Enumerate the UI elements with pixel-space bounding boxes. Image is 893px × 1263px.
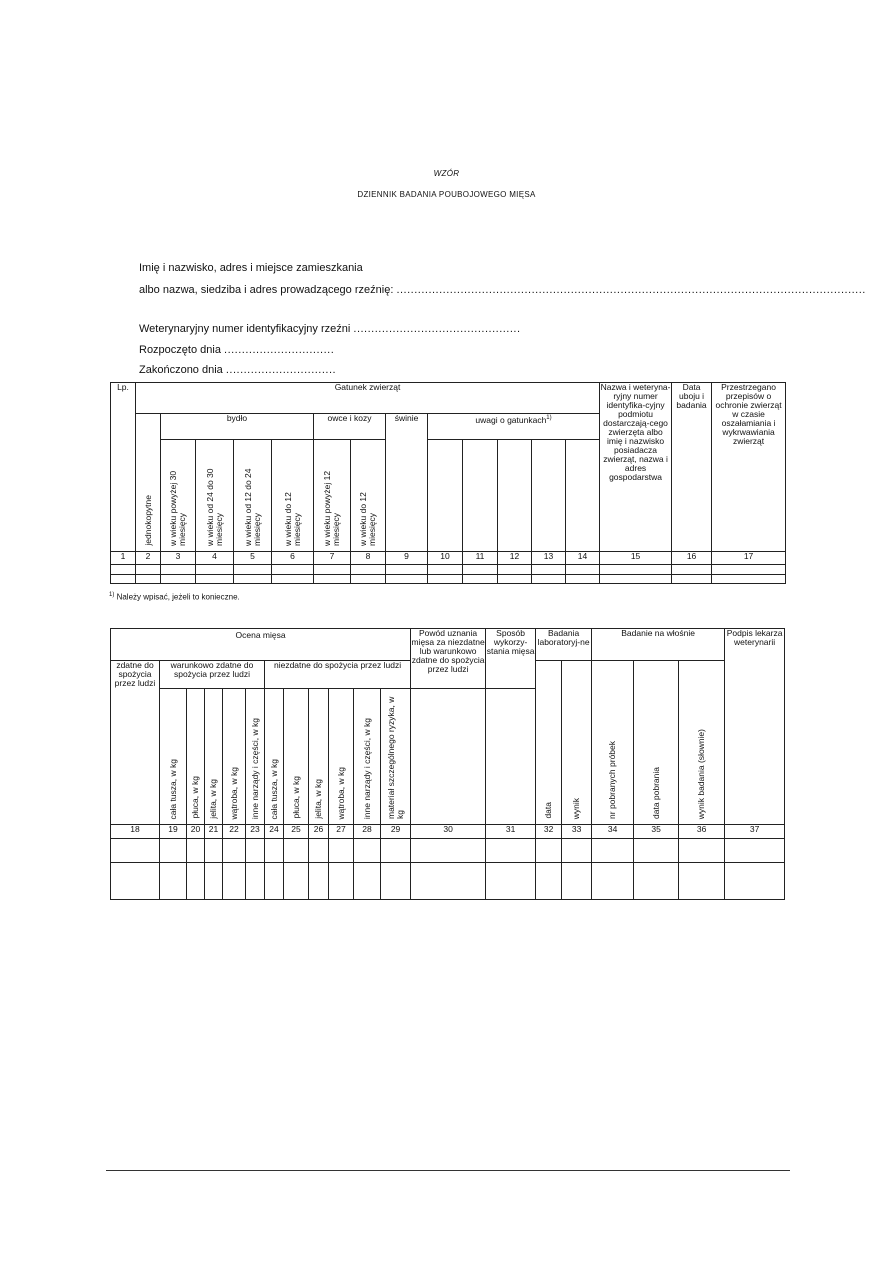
usage-header: Sposób wykorzy-stania mięsa xyxy=(486,629,536,689)
entry-cell[interactable] xyxy=(309,863,329,900)
column-number-row xyxy=(111,552,786,565)
table-row xyxy=(111,839,785,863)
lab-result-header xyxy=(562,661,592,825)
col-number: 17 xyxy=(712,552,786,565)
cattle-24-30-header xyxy=(196,440,234,552)
cattle-24-30-label: w wieku od 24 do 30 miesięcy xyxy=(204,468,224,546)
col-number: 25 xyxy=(284,825,309,839)
unfit-lungs-label: płuca, w kg xyxy=(290,776,301,819)
entry-cell[interactable] xyxy=(246,839,265,863)
col-number: 30 xyxy=(411,825,486,839)
cond-carcass-label: cała tusza, w kg xyxy=(167,758,178,819)
remarks-col-1[interactable] xyxy=(428,440,463,552)
unfit-carcass-header xyxy=(265,689,284,825)
started-dots: ............................... xyxy=(224,344,335,356)
owner-dots: .................................................................................................................................... xyxy=(396,284,866,296)
entry-cell[interactable] xyxy=(234,575,272,584)
cond-liver-label: wątroba, w kg xyxy=(228,766,239,819)
species-remarks-label: uwagi o gatunkach xyxy=(475,414,547,425)
unfit-header: niezdatne do spożycia przez ludzi xyxy=(265,661,411,689)
cond-lungs-header xyxy=(187,689,205,825)
page-bottom-rule xyxy=(106,1170,790,1171)
cattle-under-12-label: w wieku do 12 miesięcy xyxy=(282,492,302,546)
table-row xyxy=(111,565,786,575)
entry-cell[interactable] xyxy=(196,575,234,584)
sheep-under-12-header xyxy=(351,440,386,552)
col-number: 9 xyxy=(386,552,428,565)
document-title: DZIENNIK BADANIA POUBOJOWEGO MIĘSA xyxy=(357,190,536,199)
entry-cell[interactable] xyxy=(566,575,600,584)
entry-cell[interactable] xyxy=(486,839,536,863)
entry-cell[interactable] xyxy=(246,863,265,900)
ended-field[interactable] xyxy=(139,364,336,376)
unfit-other-label: inne narządy i części, w kg xyxy=(361,717,372,819)
cond-other-header xyxy=(246,689,265,825)
entry-cell[interactable] xyxy=(161,565,196,575)
template-label: WZÓR xyxy=(433,169,460,178)
started-field[interactable] xyxy=(139,344,334,356)
conditional-header: warunkowo zdatne do spożycia przez ludzi xyxy=(160,661,265,689)
entry-cell[interactable] xyxy=(205,863,223,900)
cattle-over-30-label: w wieku powyżej 30 miesięcy xyxy=(168,470,187,546)
sheep-goats-header: owce i kozy xyxy=(314,414,386,440)
entry-cell[interactable] xyxy=(234,565,272,575)
col-number: 8 xyxy=(351,552,386,565)
entry-cell[interactable] xyxy=(284,839,309,863)
entry-cell[interactable] xyxy=(562,863,592,900)
unfit-liver-header xyxy=(329,689,354,825)
entry-cell[interactable] xyxy=(223,839,246,863)
cond-other-label: inne narządy i części, w kg xyxy=(249,717,260,819)
entry-cell[interactable] xyxy=(428,565,463,575)
col-number: 11 xyxy=(463,552,498,565)
sampling-date-header xyxy=(634,661,679,825)
table-row xyxy=(111,863,785,900)
cattle-header: bydło xyxy=(161,414,314,440)
sheep-over-12-header xyxy=(314,440,351,552)
entry-cell[interactable] xyxy=(411,863,486,900)
entry-cell[interactable] xyxy=(463,565,498,575)
cattle-under-12-header xyxy=(272,440,314,552)
species-header: Gatunek zwierząt xyxy=(136,383,600,414)
col-number: 23 xyxy=(246,825,265,839)
col-number: 27 xyxy=(329,825,354,839)
meat-assessment-table xyxy=(110,628,785,900)
entry-cell[interactable] xyxy=(161,575,196,584)
col-number: 14 xyxy=(566,552,600,565)
entry-cell[interactable] xyxy=(498,575,532,584)
col-number: 6 xyxy=(272,552,314,565)
entry-cell[interactable] xyxy=(272,575,314,584)
footnote-text: Należy wpisać, jeżeli to konieczne. xyxy=(116,592,240,602)
table-row xyxy=(111,575,786,584)
col-number: 20 xyxy=(187,825,205,839)
col-number: 19 xyxy=(160,825,187,839)
trichinella-result-label: wynik badania (słownie) xyxy=(696,728,707,819)
lab-result-label: wynik xyxy=(571,797,582,819)
remarks-col-2[interactable] xyxy=(463,440,498,552)
col-number: 24 xyxy=(265,825,284,839)
entry-cell[interactable] xyxy=(196,565,234,575)
col-number: 29 xyxy=(381,825,411,839)
entry-cell[interactable] xyxy=(536,839,562,863)
cond-intestines-label: jelita, w kg xyxy=(208,779,218,819)
entry-cell[interactable] xyxy=(329,863,354,900)
lab-date-header xyxy=(536,661,562,825)
entry-cell[interactable] xyxy=(386,565,428,575)
species-remarks-header xyxy=(428,414,600,440)
samples-label: nr pobranych próbek xyxy=(607,741,618,819)
remarks-col-3[interactable] xyxy=(498,440,532,552)
entry-cell[interactable] xyxy=(566,565,600,575)
entry-cell[interactable] xyxy=(265,839,284,863)
unfit-liver-label: wątroba, w kg xyxy=(335,766,346,819)
vet-number-dots: ............................................... xyxy=(353,323,521,335)
entry-cell[interactable] xyxy=(600,565,672,575)
entry-cell[interactable] xyxy=(381,863,411,900)
entry-cell[interactable] xyxy=(160,863,187,900)
entry-cell[interactable] xyxy=(672,565,712,575)
entry-cell[interactable] xyxy=(136,575,161,584)
col-number: 13 xyxy=(532,552,566,565)
sheep-under-12-label: w wieku do 12 miesięcy xyxy=(358,492,377,546)
entry-cell[interactable] xyxy=(411,839,486,863)
entry-cell[interactable] xyxy=(634,863,679,900)
entry-cell[interactable] xyxy=(532,575,566,584)
species-remarks-sup: 1) xyxy=(546,415,552,421)
reason-spacer xyxy=(411,689,486,825)
entry-cell[interactable] xyxy=(381,839,411,863)
col-number: 28 xyxy=(354,825,381,839)
entry-cell[interactable] xyxy=(712,575,786,584)
entry-cell[interactable] xyxy=(111,575,136,584)
owner-label-line1: Imię i nazwisko, adres i miejsce zamieszkania xyxy=(139,262,363,274)
entry-cell[interactable] xyxy=(428,575,463,584)
entry-cell[interactable] xyxy=(351,575,386,584)
cattle-12-24-header xyxy=(234,440,272,552)
cond-intestines-header xyxy=(205,689,223,825)
col-number: 32 xyxy=(536,825,562,839)
entry-cell[interactable] xyxy=(536,863,562,900)
col-number: 7 xyxy=(314,552,351,565)
col-number: 31 xyxy=(486,825,536,839)
col-number: 21 xyxy=(205,825,223,839)
ended-dots: ............................... xyxy=(225,364,337,376)
entry-cell[interactable] xyxy=(351,565,386,575)
col-number: 4 xyxy=(196,552,234,565)
cond-lungs-label: płuca, w kg xyxy=(190,776,200,819)
col-number: 18 xyxy=(111,825,160,839)
entry-cell[interactable] xyxy=(160,839,187,863)
entry-cell[interactable] xyxy=(309,839,329,863)
reason-header: Powód uznania mięsa za niezdatne lub warunkowo zdatne do spożycia przez ludzi xyxy=(411,629,486,689)
owner-label-line2: albo nazwa, siedziba i adres prowadzącego rzeźnię: xyxy=(139,284,394,296)
col-number: 10 xyxy=(428,552,463,565)
entry-cell[interactable] xyxy=(272,565,314,575)
entry-cell[interactable] xyxy=(562,839,592,863)
unfit-srm-label: materiał szczególnego ryzyka, w kg xyxy=(385,696,405,819)
vet-number-field[interactable] xyxy=(139,323,521,335)
col-number: 37 xyxy=(725,825,785,839)
entry-cell[interactable] xyxy=(354,839,381,863)
entry-cell[interactable] xyxy=(205,839,223,863)
entry-cell[interactable] xyxy=(187,839,205,863)
footnote xyxy=(109,592,240,602)
col-number: 33 xyxy=(562,825,592,839)
unfit-srm-header xyxy=(381,689,411,825)
entry-cell[interactable] xyxy=(725,863,785,900)
entry-cell[interactable] xyxy=(498,565,532,575)
entry-cell[interactable] xyxy=(187,863,205,900)
lp-header: Lp. xyxy=(111,383,136,552)
unfit-intestines-label: jelita, w kg xyxy=(313,779,323,819)
meat-assessment-header: Ocena mięsa xyxy=(111,629,411,661)
sampling-date-label: data pobrania xyxy=(650,767,661,819)
entry-cell[interactable] xyxy=(314,565,351,575)
cattle-12-24-label: w wieku od 12 do 24 miesięcy xyxy=(242,468,262,546)
entry-cell[interactable] xyxy=(712,565,786,575)
col-number: 12 xyxy=(498,552,532,565)
cond-carcass-header xyxy=(160,689,187,825)
col-number: 3 xyxy=(161,552,196,565)
unfit-carcass-label: cała tusza, w kg xyxy=(268,758,279,819)
col-number: 2 xyxy=(136,552,161,565)
entry-cell[interactable] xyxy=(354,863,381,900)
entry-cell[interactable] xyxy=(634,839,679,863)
pigs-header: świnie xyxy=(386,414,428,552)
col-number: 5 xyxy=(234,552,272,565)
signature-header: Podpis lekarza weterynarii xyxy=(725,629,785,825)
lab-tests-header: Badania laboratoryj-ne xyxy=(536,629,592,661)
unfit-lungs-header xyxy=(284,689,309,825)
col-number: 16 xyxy=(672,552,712,565)
slaughter-date-header: Data uboju i badania xyxy=(672,383,712,552)
col-number: 22 xyxy=(223,825,246,839)
trichinella-header: Badanie na włośnie xyxy=(592,629,725,661)
entry-cell[interactable] xyxy=(600,575,672,584)
owner-field[interactable] xyxy=(139,284,866,296)
equine-label: jednokopytne xyxy=(142,495,153,546)
trichinella-result-header xyxy=(679,661,725,825)
unfit-intestines-header xyxy=(309,689,329,825)
supplier-header-text: Nazwa i weteryna-ryjny numer identyfika-cyjny podmiotu dostarczają-cego zwierzęta albo imię i nazwisko posiadacza zwierząt, nazwa i adres gospodarstwa xyxy=(600,382,671,482)
started-label: Rozpoczęto dnia xyxy=(139,344,221,356)
entry-cell[interactable] xyxy=(111,565,136,575)
entry-cell[interactable] xyxy=(725,839,785,863)
sheep-over-12-label: w wieku powyżej 12 miesięcy xyxy=(322,470,341,546)
entry-cell[interactable] xyxy=(486,863,536,900)
col-number: 36 xyxy=(679,825,725,839)
entry-cell[interactable] xyxy=(532,565,566,575)
column-number-row xyxy=(111,825,785,839)
species-table xyxy=(110,382,786,584)
col-number: 15 xyxy=(600,552,672,565)
entry-cell[interactable] xyxy=(672,575,712,584)
entry-cell[interactable] xyxy=(136,565,161,575)
animal-protection-header: Przestrzegano przepisów o ochronie zwierząt w czasie oszałamiania i wykrwawiania zwierząt xyxy=(712,383,786,552)
vet-number-label: Weterynaryjny numer identyfikacyjny rzeźni xyxy=(139,323,351,335)
entry-cell[interactable] xyxy=(314,575,351,584)
unfit-other-header xyxy=(354,689,381,825)
entry-cell[interactable] xyxy=(284,863,309,900)
entry-cell[interactable] xyxy=(679,839,725,863)
equine-header xyxy=(136,414,161,552)
remarks-col-5[interactable] xyxy=(566,440,600,552)
entry-cell[interactable] xyxy=(463,575,498,584)
entry-cell[interactable] xyxy=(592,839,634,863)
col-number: 34 xyxy=(592,825,634,839)
entry-cell[interactable] xyxy=(265,863,284,900)
cond-liver-header xyxy=(223,689,246,825)
cattle-over-30-header xyxy=(161,440,196,552)
supplier-header xyxy=(600,383,672,552)
col-number: 1 xyxy=(111,552,136,565)
entry-cell[interactable] xyxy=(679,863,725,900)
remarks-col-4[interactable] xyxy=(532,440,566,552)
entry-cell[interactable] xyxy=(111,863,160,900)
fit-header: zdatne do spożycia przez ludzi xyxy=(111,661,160,825)
lab-date-label: data xyxy=(543,802,554,819)
usage-spacer xyxy=(486,689,536,825)
samples-header xyxy=(592,661,634,825)
entry-cell[interactable] xyxy=(329,839,354,863)
entry-cell[interactable] xyxy=(223,863,246,900)
col-number: 26 xyxy=(309,825,329,839)
entry-cell[interactable] xyxy=(592,863,634,900)
entry-cell[interactable] xyxy=(386,575,428,584)
col-number: 35 xyxy=(634,825,679,839)
footnote-sup: 1) xyxy=(109,592,115,598)
ended-label: Zakończono dnia xyxy=(139,364,223,376)
entry-cell[interactable] xyxy=(111,839,160,863)
